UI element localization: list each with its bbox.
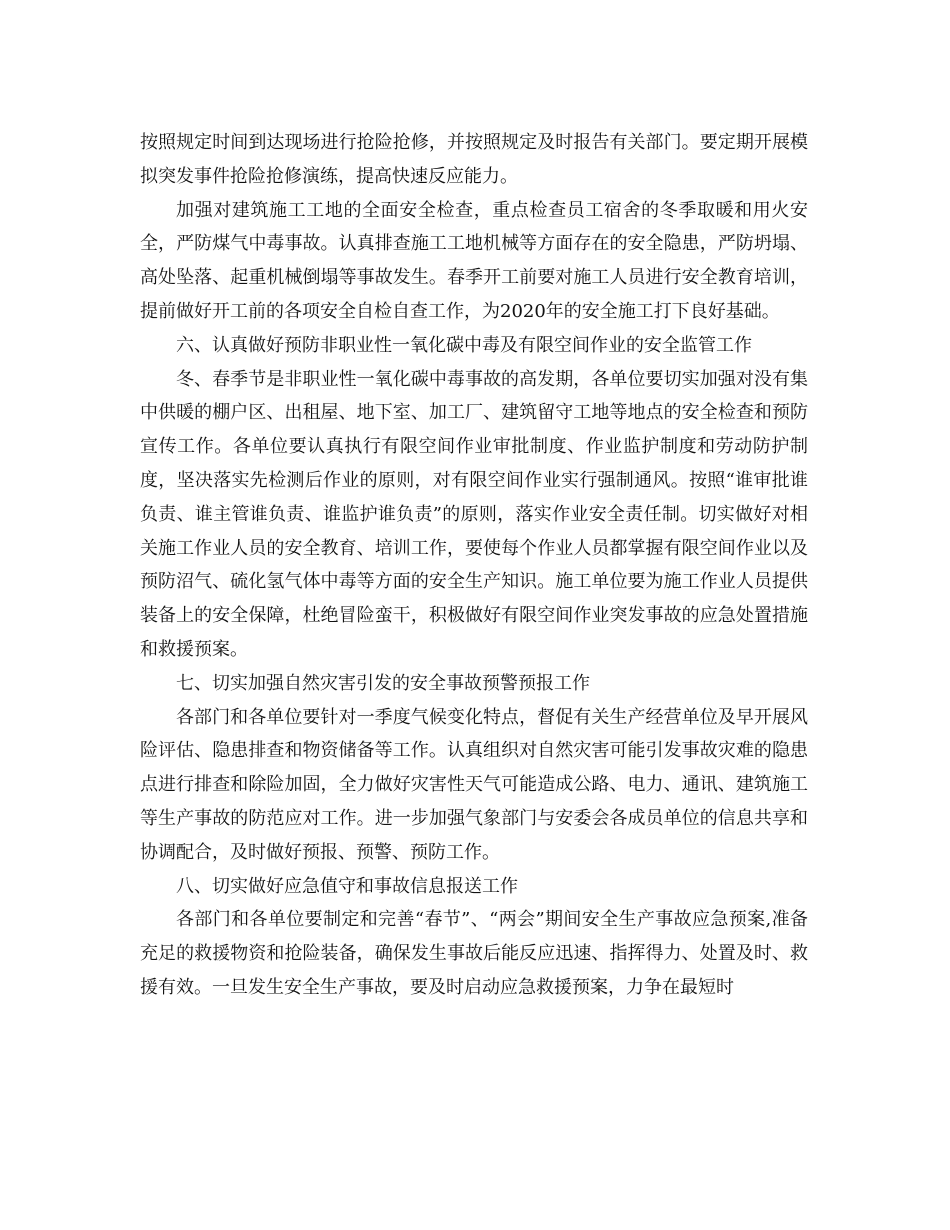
section-heading-six: 六、认真做好预防非职业性一氧化碳中毒及有限空间作业的安全监管工作 bbox=[176, 334, 752, 356]
paragraph-emergency-duty: 各部门和各单位要制定和完善“春节”、“两会”期间安全生产事故应急预案,准备充足的救援物资和抢险装备，确保发生事故后能反应迅速、指挥得力、处置及时、救援有效。一旦发生安全生产事故，要及时启动应急救援预案，力争在最短时 bbox=[140, 909, 808, 998]
paragraph-continuation: 按照规定时间到达现场进行抢险抢修，并按照规定及时报告有关部门。要定期开展模拟突发事件抢险抢修演练，提高快速反应能力。 bbox=[140, 132, 808, 187]
section-heading-seven: 七、切实加强自然灾害引发的安全事故预警预报工作 bbox=[176, 672, 590, 694]
section-heading-eight: 八、切实做好应急值守和事故信息报送工作 bbox=[176, 875, 518, 897]
paragraph-construction-safety: 加强对建筑施工工地的全面安全检查，重点检查员工宿舍的冬季取暖和用火安全，严防煤气中毒事故。认真排查施工工地机械等方面存在的安全隐患，严防坍塌、高处坠落、起重机械倒塌等事故发生。春季开工前要对施工人员进行安全教育培训，提前做好开工前的各项安全自检自查工作，为2020年的安全施工打下良好基础。 bbox=[140, 199, 808, 322]
document-body bbox=[140, 126, 808, 1005]
paragraph-natural-disasters: 各部门和各单位要针对一季度气候变化特点，督促有关生产经营单位及早开展风险评估、隐患排查和物资储备等工作。认真组织对自然灾害可能引发事故灾难的隐患点进行排查和除险加固，全力做好灾害性天气可能造成公路、电力、通讯、建筑施工等生产事故的防范应对工作。进一步加强气象部门与安委会各成员单位的信息共享和协调配合，及时做好预报、预警、预防工作。 bbox=[140, 706, 808, 863]
paragraph-carbon-monoxide: 冬、春季节是非职业性一氧化碳中毒事故的高发期，各单位要切实加强对没有集中供暖的棚户区、出租屋、地下室、加工厂、建筑留守工地等地点的安全检查和预防宣传工作。各单位要认真执行有限空间作业审批制度、作业监护制度和劳动防护制度，坚决落实先检测后作业的原则，对有限空间作业实行强制通风。按照“谁审批谁负责、谁主管谁负责、谁监护谁负责”的原则，落实作业安全责任制。切实做好对相关施工作业人员的安全教育、培训工作，要使每个作业人员都掌握有限空间作业以及预防沼气、硫化氢气体中毒等方面的安全生产知识。施工单位要为施工作业人员提供装备上的安全保障，杜绝冒险蛮干，积极做好有限空间作业突发事故的应急处置措施和救援预案。 bbox=[140, 368, 808, 660]
